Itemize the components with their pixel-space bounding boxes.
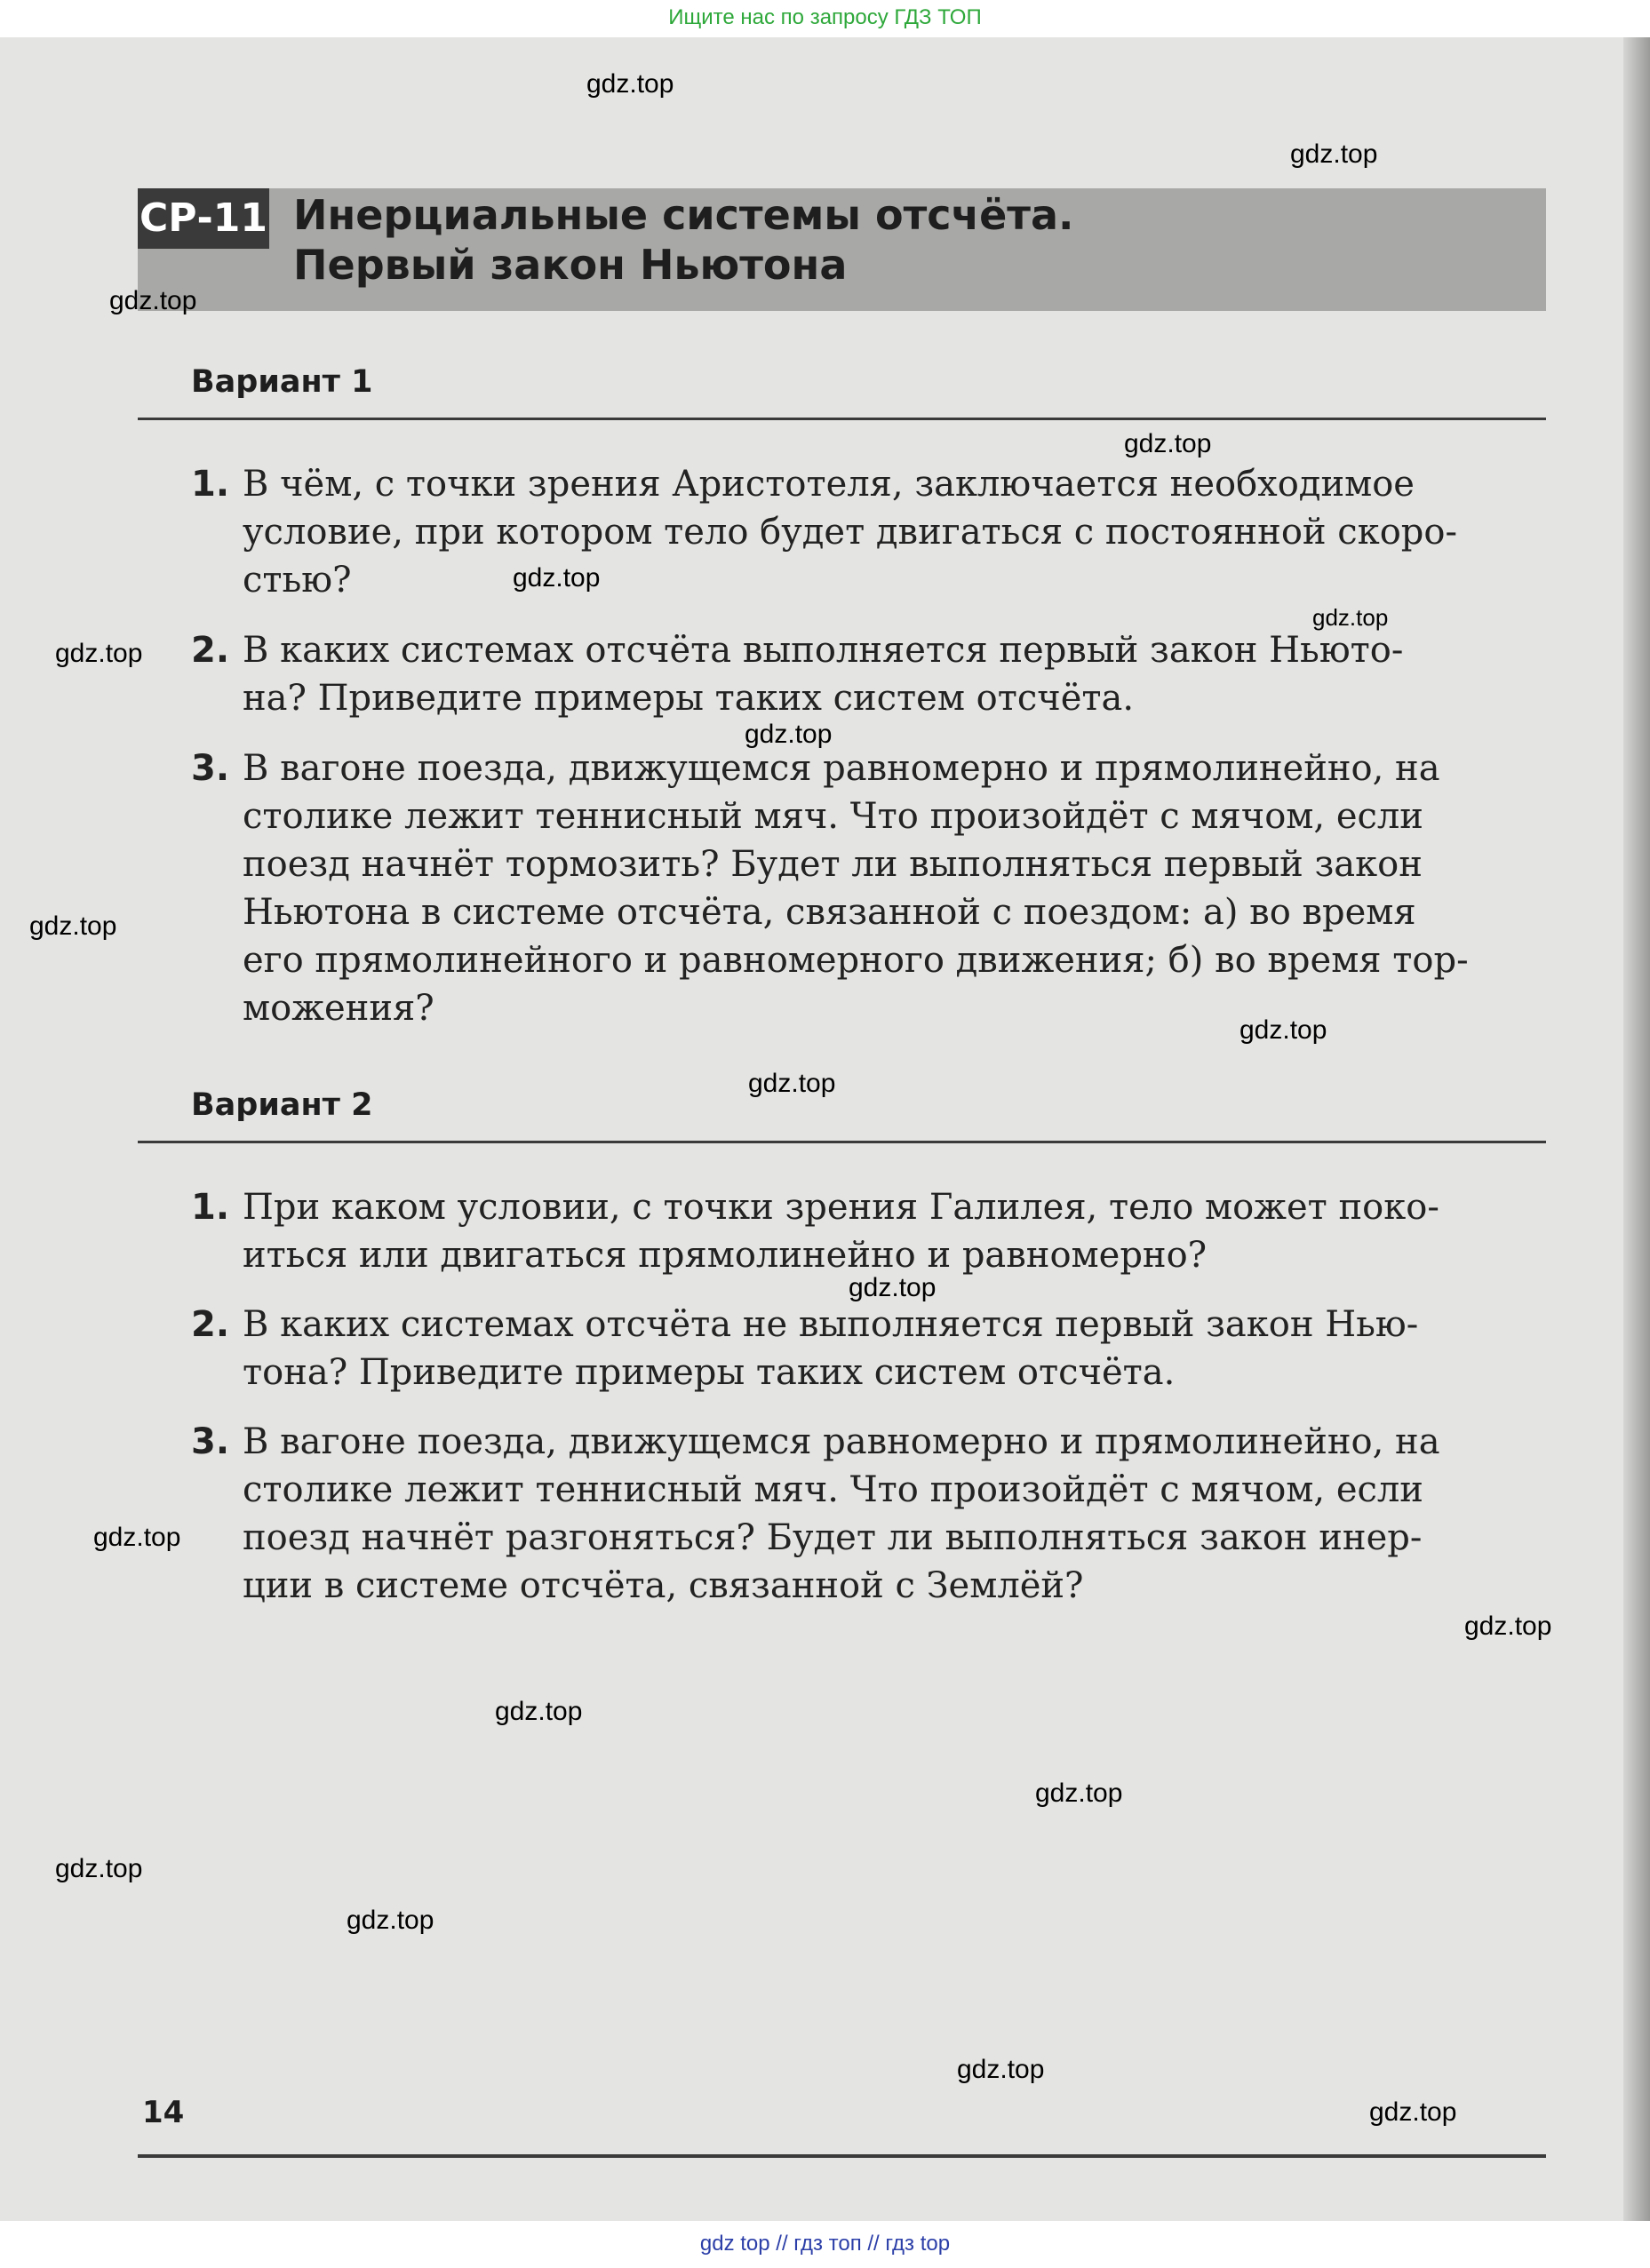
question-number: 3. [191, 748, 230, 789]
question-line: условие, при котором тело будет двигаться с постоянной скоро- [243, 512, 1457, 553]
question-line: столике лежит теннисный мяч. Что произойдёт с мячом, если [243, 1469, 1423, 1510]
section-code: СР-11 [138, 188, 269, 249]
question-line: В вагоне поезда, движущемся равномерно и прямолинейно, на [243, 748, 1440, 789]
question-line: стью? [243, 560, 352, 601]
question-number: 2. [191, 630, 230, 671]
question-text [243, 626, 1549, 722]
watermark: gdz.top [29, 911, 117, 941]
watermark: gdz.top [849, 1273, 937, 1302]
question-line: Ньютона в системе отсчёта, связанной с поездом: а) во время [243, 892, 1416, 933]
question-line: на? Приведите примеры таких систем отсчёта. [243, 678, 1135, 719]
question-line: тона? Приведите примеры таких систем отсчёта. [243, 1352, 1176, 1393]
question-text [243, 1301, 1549, 1397]
watermark: gdz.top [109, 286, 197, 315]
page-title [293, 190, 1448, 290]
watermark: gdz.top [957, 2055, 1045, 2084]
watermark: gdz.top [1124, 429, 1212, 458]
bottom-banner: gdz top // гдз топ // гдз top [0, 2221, 1650, 2268]
title-line: Первый закон Ньютона [293, 241, 848, 289]
watermark: gdz.top [513, 563, 601, 593]
question-line: ции в системе отсчёта, связанной с Землёй? [243, 1565, 1084, 1606]
question-line: В вагоне поезда, движущемся равномерно и прямолинейно, на [243, 1421, 1440, 1462]
question-line: В чём, с точки зрения Аристотеля, заключается необходимое [243, 464, 1415, 505]
page-number: 14 [142, 2095, 185, 2130]
question-line: поезд начнёт тормозить? Будет ли выполняться первый закон [243, 844, 1423, 885]
watermark: gdz.top [55, 1854, 143, 1883]
footer-rule [138, 2154, 1546, 2158]
question-line: При каком условии, с точки зрения Галилея, тело может поко- [243, 1187, 1439, 1228]
question-text [243, 1183, 1549, 1279]
watermark: gdz.top [1312, 604, 1389, 631]
watermark: gdz.top [55, 639, 143, 668]
watermark: gdz.top [93, 1523, 181, 1552]
question-number: 1. [191, 464, 230, 505]
question-line: можения? [243, 988, 434, 1029]
variant-2-rule [138, 1141, 1546, 1143]
question-number: 3. [191, 1421, 230, 1462]
watermark: gdz.top [1464, 1611, 1552, 1641]
question-line: В каких системах отсчёта выполняется первый закон Ньюто- [243, 630, 1404, 671]
variant-1-heading: Вариант 1 [191, 364, 373, 400]
title-line: Инерциальные системы отсчёта. [293, 191, 1074, 239]
question-line: его прямолинейного и равномерного движения; б) во время тор- [243, 940, 1469, 981]
watermark: gdz.top [745, 720, 833, 749]
question-text [243, 1418, 1549, 1610]
question-line: столике лежит теннисный мяч. Что произойдёт с мячом, если [243, 796, 1423, 837]
question-line: поезд начнёт разгоняться? Будет ли выполняться закон инер- [243, 1517, 1423, 1558]
watermark: gdz.top [1290, 139, 1378, 169]
question-line: В каких системах отсчёта не выполняется первый закон Нью- [243, 1304, 1419, 1345]
variant-1-rule [138, 418, 1546, 420]
watermark: gdz.top [748, 1069, 836, 1098]
question-line: иться или двигаться прямолинейно и равномерно? [243, 1235, 1208, 1276]
watermark: gdz.top [1369, 2097, 1457, 2127]
page-edge-shadow [1623, 37, 1650, 2221]
watermark: gdz.top [495, 1697, 583, 1726]
question-text [243, 460, 1549, 604]
watermark: gdz.top [1239, 1015, 1327, 1045]
question-text [243, 744, 1549, 1032]
watermark: gdz.top [586, 69, 674, 99]
top-banner: Ищите нас по запросу ГДЗ ТОП [0, 0, 1650, 37]
watermark: gdz.top [347, 1906, 434, 1935]
variant-2-heading: Вариант 2 [191, 1087, 373, 1123]
question-number: 2. [191, 1304, 230, 1345]
question-number: 1. [191, 1187, 230, 1228]
watermark: gdz.top [1035, 1779, 1123, 1808]
